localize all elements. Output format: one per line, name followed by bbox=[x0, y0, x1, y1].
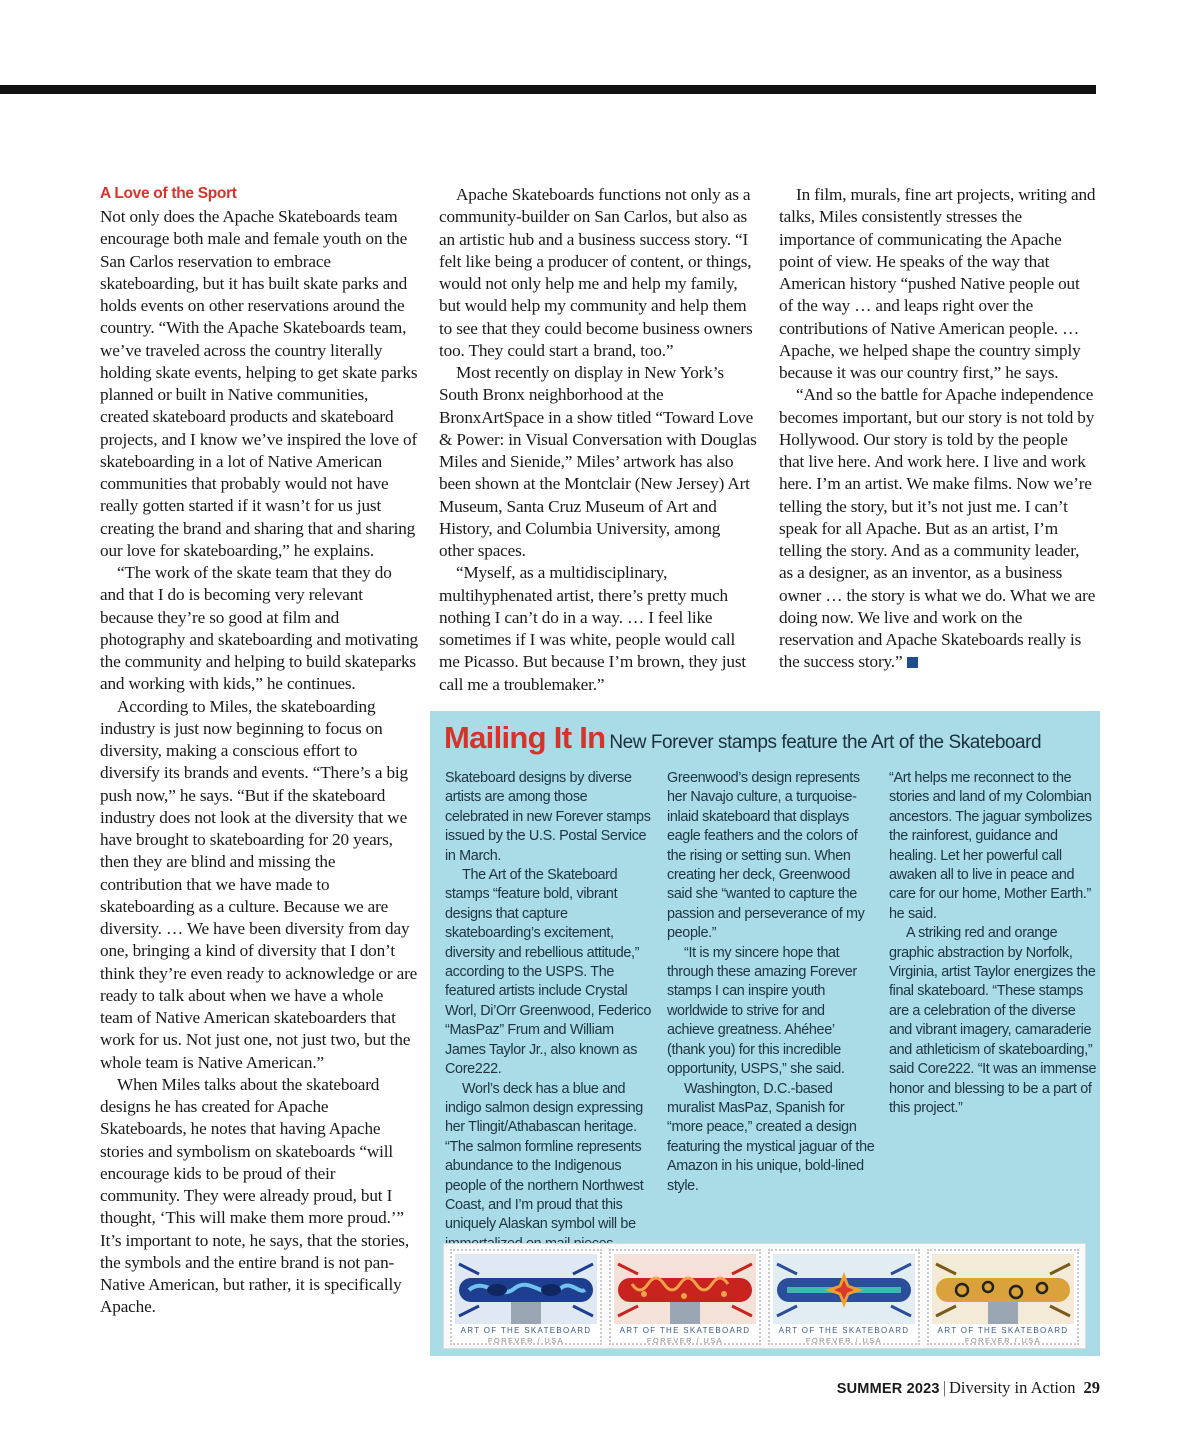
footer-separator: | bbox=[942, 1378, 946, 1397]
sidebar-subtitle: New Forever stamps feature the Art of the Skateboard bbox=[609, 732, 1042, 753]
sidebar-paragraph: Greenwood’s design represents her Navajo culture, a turquoise-inlaid skateboard that displays eagle feathers and the colors of the rising or setting sun. When creating her deck, Greenwood said she “wanted to capture the passion and perseverance of my people.” bbox=[667, 770, 865, 942]
sidebar-title: Mailing It In bbox=[444, 720, 606, 755]
sidebar-header bbox=[444, 720, 1041, 756]
jaguar-skateboard-icon bbox=[932, 1254, 1074, 1324]
stamp-denomination: FOREVER / USA bbox=[487, 1336, 565, 1345]
stamp-caption: ART OF THE SKATEBOARD bbox=[937, 1326, 1069, 1335]
sidebar-paragraph: Worl’s deck has a blue and indigo salmon design expressing her Tlingit/Athabascan heritage. “The salmon formline represents abundance to the Indigenous people of the northern Northwest Coast, and I’m proud that this uniquely Alaskan symbol will be bbox=[445, 1080, 644, 1233]
article-paragraph: Apache Skateboards functions not only as a community-builder on San Carlos, but also as an artistic hub and a business success story. “I felt like being a producer of content, or things, would not only help me and help my family, but would help my community and help them to see that they could become business owners too. They could start a brand, too.” bbox=[439, 185, 753, 360]
stamp-denomination: FOREVER / USA bbox=[805, 1336, 883, 1345]
salmon-skateboard-icon bbox=[455, 1254, 597, 1324]
sidebar-paragraph: Washington, D.C.-based muralist MasPaz, Spanish for “more peace,” created a design featuring the mystical jaguar of the Amazon in his unique, bold-lined style. bbox=[667, 1080, 875, 1194]
sidebar-paragraph: “Art helps me reconnect to the stories and land of my Colombian ancestors. The jaguar symbolizes the rainforest, guidance and healing. Let her powerful call awaken all to live in peace and care for our home, Mother Earth.” he said. bbox=[889, 770, 1092, 922]
stamp-red-abstract bbox=[609, 1249, 761, 1345]
sidebar-column-2 bbox=[667, 769, 875, 1196]
article-paragraph: Most recently on display in New York’s South Bronx neighborhood at the BronxArtSpace in a show titled “Toward Love & Power: in Visual Conversation with Douglas Miles and Sienide,” Miles’ artwork has also been shown at the Montclair (New Jersey) Art Museum, Santa Cruz Museum of Art and History, and Columbia University, among other spaces. bbox=[439, 363, 757, 560]
red-abstract-skateboard-icon bbox=[614, 1254, 756, 1324]
article-paragraph: “The work of the skate team that they do and that I do is becoming very relevant because they’re so good at film and photography and skateboarding and motivating the community and helping to build skateparks and working with kids,” he continues. bbox=[100, 563, 418, 694]
article-paragraph-final-text: “And so the battle for Apache independence becomes important, but our story is not told by Hollywood. Our story is told by the people that live here. And work here. I live and work here. I’m an artist. We make films. Now we’re telling the story, but it’s not just me. I can’t speak for all Apache. But as an artist, I’m telling the story. And as a community leader, as a designer, as an inventor, as a business owner … the story is what we do. What we are doing now. We live and work on the reservation and Apache Skateboards really is the success story.” bbox=[779, 385, 1096, 672]
article-paragraph: According to Miles, the skateboarding industry is just now beginning to focus on diversity, making a conscious effort to diversify its brands and events. “There’s a big push now,” he says. “But if the skateboard industry does not look at the diversity that we have brought to skateboarding for 20 years, then they are blind and missing the contribution that we have made to skateboarding as a culture. Because we are diversity. … We have been diversity from day one, bringing a kind of diversity that I don’t think they’re even ready to acknowledge or are ready to talk about when we have a whole team of Native American skateboarders that work for us. Not just one, not just two, but the whole team is Native American.” bbox=[100, 696, 418, 1072]
article-column-1 bbox=[100, 184, 418, 1319]
article-paragraph: In film, murals, fine art projects, writing and talks, Miles consistently stresses the importance of communicating the Apache point of view. He speaks of the way that American history “pushed Native people out of the way … and leaps right over the contributions of Native American people. … Apache, we helped shape the country simply because it was our country first,” he says. bbox=[779, 185, 1096, 382]
navajo-star-skateboard-icon bbox=[773, 1254, 915, 1324]
stamp-sheet bbox=[443, 1243, 1086, 1349]
article-column-2 bbox=[439, 184, 757, 696]
page-footer bbox=[837, 1378, 1100, 1398]
stamp-caption: ART OF THE SKATEBOARD bbox=[460, 1326, 592, 1335]
sidebar-paragraph: Skateboard designs by diverse artists are among those celebrated in new Forever stamps issued by the U.S. Postal Service in March. bbox=[445, 770, 651, 864]
stamp-salmon bbox=[450, 1249, 602, 1345]
footer-publication: Diversity in Action bbox=[949, 1378, 1076, 1397]
stamp-jaguar bbox=[927, 1249, 1079, 1345]
article-paragraph: When Miles talks about the skateboard designs he has created for Apache Skateboards, he notes that having Apache stories and symbolism on skateboards “will encourage kids to be proud of their community. They were already proud, but I thought, ‘This will make them more proud.’” It’s important to note, he says, that the stories, the symbols and the entire brand is not pan-Native American, but rather, it is specifically Apache. bbox=[100, 1074, 409, 1317]
stamp-denomination: FOREVER / USA bbox=[646, 1336, 724, 1345]
section-heading: A Love of the Sport bbox=[100, 185, 237, 202]
sidebar-column-3 bbox=[889, 769, 1097, 1118]
stamp-navajo-star bbox=[768, 1249, 920, 1345]
sidebar-paragraph: The Art of the Skateboard stamps “feature bold, vibrant designs that capture skateboarding’s excitement, diversity and rebellious attitude,” according to the USPS. The featured artists include Crystal Worl, Di’Orr Greenwood, Federico “MasPaz” Frum and William James Taylor Jr., also known as Core222. bbox=[445, 867, 652, 1078]
article-column-3 bbox=[779, 184, 1097, 674]
sidebar-paragraph: A striking red and orange graphic abstraction by Norfolk, Virginia, artist Taylor energizes the final skateboard. “These stamps are a celebration of the diverse and vibrant imagery, camaraderie and athleticism of skateboarding,” said Core222. “It was an immense honor and blessing to be a part of this project.” bbox=[889, 925, 1097, 1116]
footer-season: SUMMER 2023 bbox=[836, 1381, 940, 1397]
mailing-it-in-sidebar bbox=[430, 711, 1100, 1356]
article-paragraph-final bbox=[779, 384, 1097, 673]
stamp-caption: ART OF THE SKATEBOARD bbox=[778, 1326, 910, 1335]
page-number: 29 bbox=[1083, 1378, 1100, 1397]
stamp-caption: ART OF THE SKATEBOARD bbox=[619, 1326, 751, 1335]
end-mark-icon bbox=[907, 657, 918, 668]
sidebar-paragraph: “It is my sincere hope that through these amazing Forever stamps I can inspire youth worldwide to strive for and achieve greatness. Ahéhee’ (thank you) for this incredible opportunity, USPS,” she said. bbox=[667, 944, 857, 1078]
sidebar-column-1 bbox=[445, 769, 653, 1293]
article-paragraph: Not only does the Apache Skateboards team encourage both male and female youth on the San Carlos reservation to embrace skateboarding, but it has built skate parks and holds events on other reservations around the country. “With the Apache Skateboards team, we’ve traveled across the country literally holding skate events, helping to get skate parks planned or built in Native communities, created skateboard products and skateboard projects, and I know we’ve inspired the love of skateboarding in a lot of Native American communities that probably would not have really gotten started if it wasn’t for us just creating the brand and sharing that and sharing our love for skateboarding,” he explains. bbox=[100, 207, 418, 560]
article-paragraph: “Myself, as a multidisciplinary, multihyphenated artist, there’s pretty much nothing I can’t do in a way. … I feel like sometimes if I was white, people would call me Picasso. But because I’m brown, they just call me a troublemaker.” bbox=[439, 563, 747, 694]
top-rule bbox=[0, 85, 1096, 94]
stamp-denomination: FOREVER / USA bbox=[964, 1336, 1042, 1345]
